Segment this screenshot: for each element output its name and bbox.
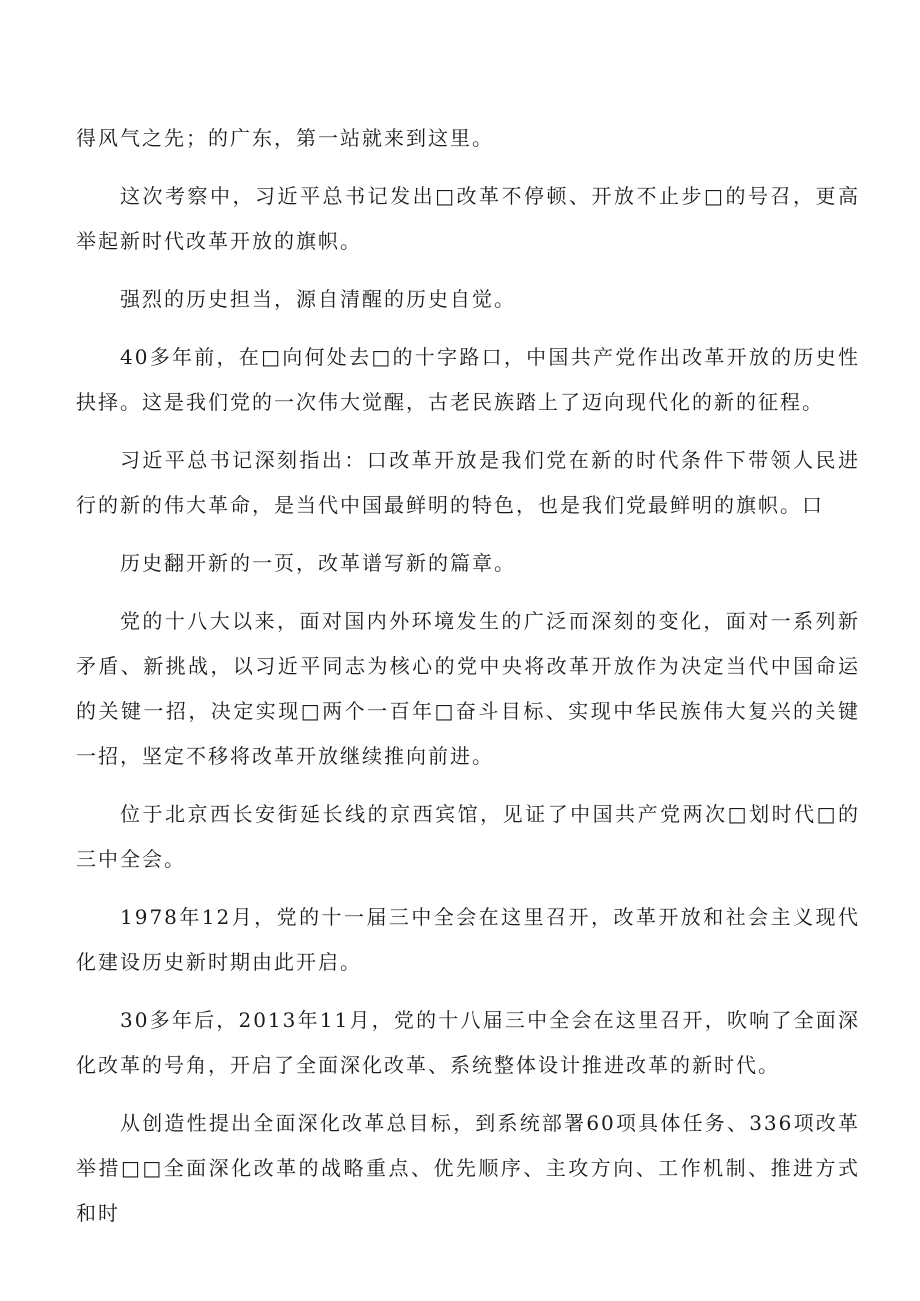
- paragraph: 1978年12月，党的十一届三中全会在这里召开，改革开放和社会主义现代化建设历史新时期由此开启。: [76, 905, 860, 974]
- paragraph: 习近平总书记深刻指出：口改革开放是我们党在新的时代条件下带领人民进行的新的伟大革命，是当代中国最鲜明的特色，也是我们党最鲜明的旗帜。口: [76, 448, 860, 517]
- paragraph: 30多年后，2013年11月，党的十八届三中全会在这里召开，吹响了全面深化改革的号角，开启了全面深化改革、系统整体设计推进改革的新时代。: [76, 1008, 860, 1077]
- paragraph: 这次考察中，习近平总书记发出□改革不停顿、开放不止步□的号召，更高举起新时代改革开放的旗帜。: [76, 184, 860, 253]
- paragraph-continued: 得风气之先；的广东，第一站就来到这里。: [76, 126, 494, 150]
- paragraph: 党的十八大以来，面对国内外环境发生的广泛而深刻的变化，面对一系列新矛盾、新挑战，以习近平同志为核心的党中央将改革开放作为决定当代中国命运的关键一招，决定实现□两个一百年□奋斗目标、实现中华民族伟大复兴的关键一招，坚定不移将改革开放继续推向前进。: [76, 609, 860, 768]
- paragraph: 强烈的历史担当，源自清醒的历史自觉。: [120, 287, 516, 311]
- paragraph: 位于北京西长安街延长线的京西宾馆，见证了中国共产党两次□划时代□的三中全会。: [76, 802, 860, 871]
- paragraph: 历史翻开新的一页，改革谱写新的篇章。: [120, 551, 516, 575]
- document-body: [76, 116, 860, 1249]
- paragraph: 40多年前，在□向何处去□的十字路口，中国共产党作出改革开放的历史性抉择。这是我们党的一次伟大觉醒，古老民族踏上了迈向现代化的新的征程。: [76, 345, 860, 414]
- paragraph: 从创造性提出全面深化改革总目标，到系统部署60项具体任务、336项改革举措□□全面深化改革的战略重点、优先顺序、主攻方向、工作机制、推进方式和时: [76, 1111, 860, 1225]
